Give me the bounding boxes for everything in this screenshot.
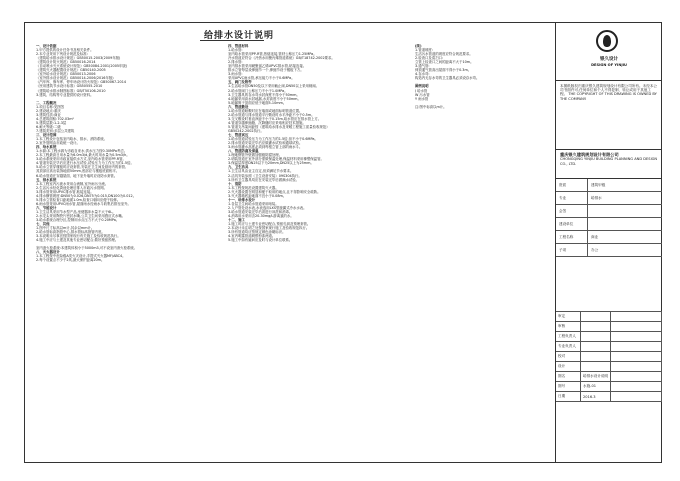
title-block-row	[556, 218, 662, 231]
note-line: 7.建筑类别:多层公共建筑	[36, 128, 75, 133]
grid-cell	[581, 322, 611, 332]
company-name-cn: 银久设计	[600, 57, 618, 62]
grid-cell	[611, 312, 662, 322]
note-line: 4.存水弯:	[415, 72, 430, 77]
note-line: 室内排水管采用硬聚氯乙烯UPVC排水管,粘接连接。	[228, 64, 307, 69]
note-line: 3.通气管:	[415, 64, 430, 69]
title-block-row	[556, 179, 662, 192]
note-line: 3.给水系统合理分区,控制用水点压力不大于0.20MPa。	[36, 218, 120, 223]
note-line: 《建筑给水排水制图标准》GB/T50106-2010	[36, 88, 106, 93]
note-line: 4.总建筑面积:702.03m²	[36, 116, 74, 121]
grid-cell	[611, 362, 662, 372]
title-block-row	[556, 192, 662, 205]
firm-name-en: CHONGQING YINJIU BUILDING PLANNING AND DESIGN CO., LTD.	[560, 157, 658, 166]
note-line: 2.本工程最高日用水量为6.0m3/d,最大时用水量为0.5m3/h。	[36, 153, 130, 158]
note-line: 1.各层卫生间给水管道采用暗装。	[228, 201, 279, 206]
note-line: 1.施工时应与土建专业密切配合,预留孔洞及预埋套管。	[228, 222, 311, 227]
note-line: 2.水龙头采用陶瓷片密封水嘴,公共卫生间采用感应式水嘴。	[36, 213, 126, 218]
note-line: 1.给水管道暗敷时应在墙面或地面标明管道位置。	[228, 108, 303, 113]
title-block-row	[556, 244, 662, 257]
note-line: 3.所有卫生器具均应在安装完毕后做满水试验。	[228, 177, 300, 182]
title-block-row	[556, 205, 662, 218]
note-line: 4.消毒用水采用含20-30mg/L游离氯的水。	[228, 213, 294, 218]
note-line: 室内给水管采用PP-R管,热熔连接,管材公称压力1.25MPa。	[228, 52, 317, 57]
note-line: 5.管道支吊架间距按《建筑给水排水及采暖工程施工质量验收规范》	[228, 124, 330, 129]
note-line: GB50242-2002执行。	[228, 128, 264, 133]
note-line: J 给水管	[415, 88, 428, 93]
notes-column-left	[36, 44, 231, 454]
note-line: 4.施工中应与土建及其他专业密切配合,做好预留预埋。	[36, 238, 119, 243]
note-line: 《建筑灭火器配置设计规范》GB50140-2005	[36, 68, 106, 73]
note-line: 2.洁具安装参照《卫生设备安装》09S304执行。	[228, 173, 302, 178]
section-heading: 十、消防	[228, 181, 242, 186]
grid-cell: 给排水设计说明	[581, 372, 611, 382]
note-line: 2.给水管阀门公称压力不小于1.0MPa。	[228, 88, 288, 93]
section-heading: 十一、给排水设计	[228, 197, 256, 202]
note-line: 5.给水立管穿楼板时应设套管,安装在卫生间及厨房内的套管,	[36, 165, 127, 170]
note-line: 《汽车库、修车库、停车场设计防火规范》GB50067-2014	[36, 80, 127, 85]
note-line: 《民用建筑节水设计标准》GB50555-2010	[36, 84, 103, 89]
grid-cell	[611, 352, 662, 362]
grid-cell: 图号	[556, 382, 581, 392]
grid-cell	[581, 362, 611, 372]
row-value: 办公	[591, 247, 599, 252]
section-heading: 五、阀门及附件	[228, 80, 252, 85]
note-line: 5.施工中如有疑问应及时与设计单位联系。	[228, 238, 293, 243]
note-line: 3.雨水管灌水高度必须到每根立管上部的雨水斗。	[228, 145, 303, 150]
section-heading: 四、给水系统	[36, 145, 57, 150]
grid-cell	[581, 332, 611, 342]
note-line: 2.排水管:	[228, 60, 243, 65]
note-line: 1.卫生洁具由业主自定,但须满足节水要求。	[228, 169, 294, 174]
note-line: 2.给水管道与排水管道平行敷设时水平净距不小于0.5m。	[228, 112, 315, 117]
grid-cell: 工程负责人	[556, 332, 581, 342]
note-line: 2.本专业采用下列设计规范及标准:	[36, 52, 88, 57]
note-line: 1.卫生洁具采用节水型产品,坐便器冲水量不大于6L。	[36, 209, 116, 214]
grid-cell	[611, 392, 662, 402]
note-line: 生活污水管道的坡度应符合规范要求。	[415, 52, 473, 57]
section-heading: 七、其他	[36, 222, 50, 227]
note-line: 1.图中尺寸标高以m计,其余以mm计。	[36, 226, 95, 231]
notes-column-right	[415, 44, 538, 454]
note-line: 1.埋地钢管外壁做加强级防腐处理。	[228, 153, 283, 158]
row-label: 会签	[556, 205, 588, 217]
note-line: 1.管道坡度:	[415, 48, 433, 53]
note-line: 冷水管道应符合《冷热水用聚丙烯管道系统》GB/T18742-2002要求。	[228, 56, 335, 61]
row-value: 商业	[591, 234, 599, 239]
grid-cell: 审核	[556, 322, 581, 332]
note-line: 3.卫生器具的存水弯水封深度不得小于50mm。	[228, 92, 300, 97]
grid-cell	[581, 342, 611, 352]
grid-cell: 审定	[556, 312, 581, 322]
note-line: 2.检查口及清扫口:	[415, 56, 444, 61]
firm-info	[556, 150, 662, 179]
note-line: 2.入户管处设水表,水表选用LXS型旋翼式冷水水表。	[228, 205, 307, 210]
section-heading: 四、管道材料	[228, 44, 249, 48]
note-line: 4.管道安装完毕后应进行水压试验,试验压力为工作压力的1.5倍。	[36, 161, 134, 166]
row-value: 建筑甲级	[591, 182, 606, 187]
note-line: 1.本工程按规范设置建筑灭火器。	[228, 185, 279, 190]
section-heading: 十二、施工	[228, 218, 245, 223]
note-line: W 污水管	[415, 92, 430, 97]
note-line: 《室外给水设计规范》GB50013-2006	[36, 72, 96, 77]
title-block-blank	[556, 257, 662, 312]
note-line: 5.建筑层数:1-2-3层	[36, 120, 67, 125]
section-heading: 五、排水系统	[36, 177, 57, 182]
row-label: 专业	[556, 192, 588, 204]
grid-cell: 专业负责人	[556, 342, 581, 352]
note-line: 3.保温层厚度DN25以下为20mm,DN25以上为25mm。	[228, 161, 314, 166]
grid-cell	[581, 352, 611, 362]
note-line: 1.本工程室内污废水采用合流制,室外雨污分流。	[36, 181, 109, 186]
note-line: 立管上检查口之间的距离不大于10m。	[415, 60, 474, 65]
note-line: 3.建筑性质:商业	[36, 112, 61, 117]
note-line: 2.建设地点:重庆	[36, 108, 61, 113]
grid-cell: 校对	[556, 352, 581, 362]
row-label: 子项	[556, 244, 588, 256]
row-label: 资质	[556, 179, 588, 191]
grid-cell	[611, 372, 662, 382]
note-line: 6.给水管道在穿越屋面、地下室外墙时应设防水套管。	[36, 173, 118, 178]
note-line: 3.交叉敷设时垂直净距不小于0.15m,给水管应在排水管上方。	[228, 116, 322, 121]
note-line: 伸顶通气管高出屋面不得小于0.3m。	[415, 68, 472, 73]
note-line: 1.生活给水管DN50及以下采用截止阀,DN50以上采用闸阀。	[228, 84, 320, 89]
company-logo-icon	[596, 30, 618, 52]
note-line: 2.给水管标高指管中心,排水管标高指管内底。	[36, 230, 105, 235]
section-heading: (续)	[415, 44, 422, 48]
grid-cell	[611, 322, 662, 332]
note-line: 1.给水管道试验压力为工作压力的1.5倍,但不小于0.6MPa。	[228, 137, 318, 142]
firm-name-cn: 重庆银久建筑规划设计有限公司	[560, 152, 619, 157]
section-heading: 三、设计范围	[36, 133, 57, 138]
section-heading: 一、设计依据	[36, 44, 57, 48]
note-line: 室内消火栓系统:本建筑体积小于5000m3,可不设室内消火栓系统。	[36, 246, 138, 251]
note-line: 《建筑给水排水设计规范》GB50015-2003(2009年版)	[36, 56, 121, 61]
note-line: 3.排水管采用UPVC排水管,粘接连接。	[36, 189, 94, 194]
note-line: 2.灭火器设置在明显和便于取用的地点,且不得影响安全疏散。	[228, 189, 321, 194]
note-line: 3.所有管道均应按规定颜色涂刷标识。	[228, 230, 286, 235]
note-line: 2.明装管道在室外部分需做保温处理,保温材料采用橡塑保温管。	[228, 157, 324, 162]
grid-cell: 2016.3	[581, 392, 611, 402]
note-line: 2.生活污水经化粪池处理后排入市政污水管网。	[36, 185, 108, 190]
note-line: 1.本工程设计包括室内给水、排水、消防系统。	[36, 137, 108, 142]
note-line: 1.本工程按中危险级A类火灾设计,手提式灭火器MF/ABC4。	[36, 254, 126, 259]
note-line: 2.每个设置点不少于2具,最大保护距离20m。	[36, 258, 105, 263]
note-line: 1.甲方提供的设计任务书及相关条件。	[36, 48, 94, 53]
note-line: 《室外排水设计规范》GB50014-2006(2016年版)	[36, 76, 114, 81]
note-line: 采用UPVC雨水管,承压能力不小于0.6MPa。	[228, 76, 295, 81]
note-line: Y 雨水管	[415, 96, 429, 101]
section-heading: 九、卫生洁具	[228, 165, 249, 170]
row-label: 建设单位	[556, 218, 588, 230]
note-line: 其顶部应高出装饰地面50mm,底部应与楼板底面相平。	[36, 169, 120, 174]
note-line: 注:图中标高以m计。	[415, 104, 447, 109]
notes-column-middle	[228, 44, 414, 454]
note-line: 2.排水管道安装完毕后应做灌水试验和通球试验。	[228, 141, 303, 146]
section-heading: 图例说明	[415, 84, 429, 89]
title-block-row	[556, 231, 662, 244]
grid-cell: 设计	[556, 362, 581, 372]
grid-cell: 日期	[556, 392, 581, 402]
note-line: 5.排水立管检查口距地面1.0m,检查口朝向应便于检修。	[36, 197, 121, 202]
note-line: 4.排水横管坡度:DN50为0.026,DN75为0.015,DN100为0.012。	[36, 193, 137, 198]
row-value: 给排水	[591, 195, 602, 200]
copyright-note: 本图纸版权归重庆银久建筑规划设计有限公司所有。未经本公司书面许可,任何单位和个人不得复制、转让或用于其他工程。 THE COPYRIGHT OF THIS DRAWING IS OWNED BY THE COMPANY.	[556, 81, 662, 150]
note-line: 3.本说明未尽事宜按国家现行有关施工及验收规范执行。	[36, 234, 121, 239]
section-heading: 六、节能设计	[36, 205, 57, 210]
note-line: 2.室外管网由市政统一设计。	[36, 141, 80, 146]
note-line: 2.本设计未注明之处按国家现行施工及验收规范执行。	[228, 226, 310, 231]
section-heading: 八、灭火器设计	[36, 250, 60, 255]
section-heading: 六、管道敷设	[228, 104, 249, 109]
title-block-rows	[556, 179, 662, 257]
section-heading: 八、管道防腐及保温	[228, 149, 259, 154]
note-line: 4.管道穿越伸缩缝、沉降缝时应采取相应技术措施。	[228, 120, 306, 125]
note-line: 1.给水管:	[228, 48, 243, 53]
signature-grid	[556, 312, 662, 402]
title-block	[555, 22, 662, 463]
page-title: 给排水设计说明	[204, 31, 275, 41]
note-line: 3.建筑、结构等专业提供的设计资料。	[36, 92, 94, 97]
note-line: 排水立管每层设伸缩节一个,伸缩节设于楼板下方。	[228, 68, 304, 73]
note-line: 4.室内明露管道刷银粉漆两道。	[228, 234, 276, 239]
grid-cell	[611, 342, 662, 352]
note-line: 6.雨水管采用UPVC雨水管,屋面雨水经雨水斗收集后排至室外。	[36, 201, 131, 206]
note-line: 3.给水管道安装完毕后须进行冲洗和消毒。	[228, 209, 293, 214]
company-name-en: DESIGN OF YINJIU	[591, 63, 627, 67]
note-line: 3.灭火器箱底距地面不宜小于0.08m。	[228, 193, 287, 198]
title-underline	[200, 40, 264, 41]
note-line: 5.地漏箅子顶面应低于地面5-10mm。	[228, 100, 287, 105]
note-line: 构造内无存水弯的卫生器具必须设存水弯。	[415, 76, 480, 81]
note-line: 6.耐火等级:二级	[36, 124, 61, 129]
grid-cell	[611, 332, 662, 342]
grid-cell	[581, 312, 611, 322]
note-line: 《自动喷水灭火系统设计规范》GB50084-2001(2005年版)	[36, 64, 128, 69]
grid-cell: 图名	[556, 372, 581, 382]
row-label: 工程名称	[556, 231, 588, 243]
note-line: 3.给水系统采用市政直接供水方式,室内给水管采用PP-R管。	[36, 157, 126, 162]
note-line: 1.项目名称:见图签	[36, 104, 65, 109]
company-logo-area	[556, 22, 662, 81]
note-line: 4.地漏采用高水封地漏,水封高度不小于50mm。	[228, 96, 301, 101]
note-line: 《建筑设计防火规范》GB50016-2014	[36, 60, 96, 65]
section-heading: 七、管道试压	[228, 133, 249, 138]
grid-cell	[611, 382, 662, 392]
grid-cell: 水施-01	[581, 382, 611, 392]
note-line: 1.水源:本工程水源为市政自来水,供水压力按0.30MPa考虑。	[36, 149, 128, 154]
section-heading: 二、工程概况	[36, 100, 57, 105]
note-line: 3.雨水管:	[228, 72, 243, 77]
